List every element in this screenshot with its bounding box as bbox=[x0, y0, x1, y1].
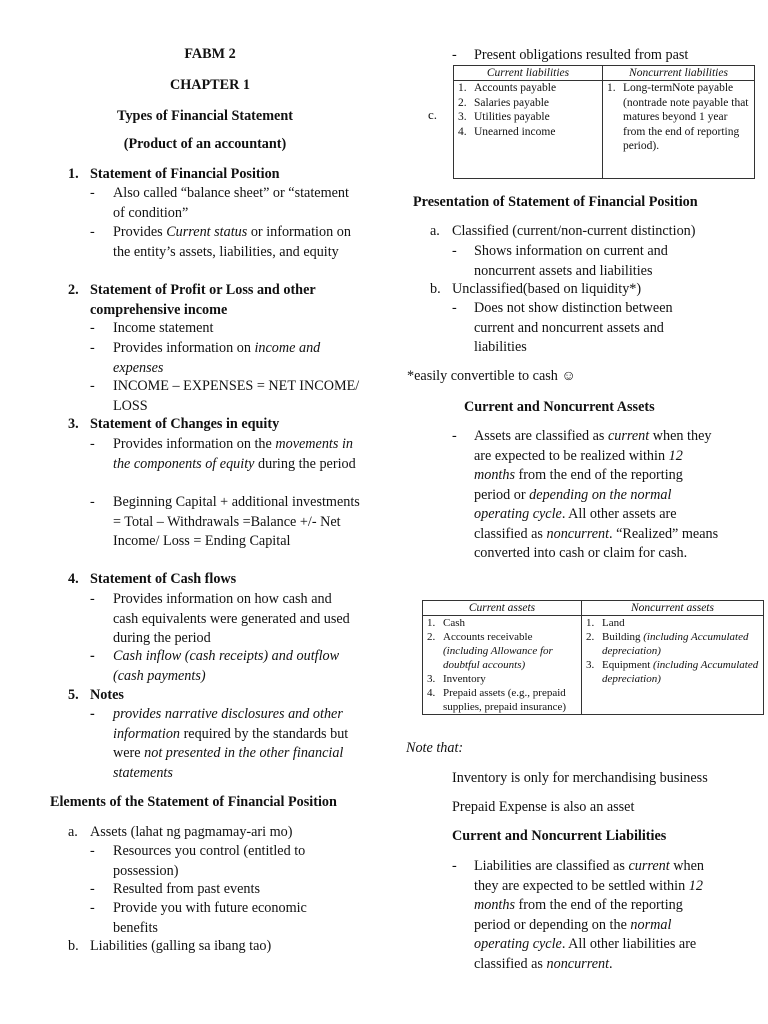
dash: - bbox=[90, 185, 95, 201]
dash: - bbox=[90, 900, 95, 916]
liab-header-noncurrent: Noncurrent liabilities bbox=[603, 66, 755, 81]
prepaid-note: Prepaid Expense is also an asset bbox=[452, 799, 635, 815]
dash: - bbox=[90, 648, 95, 664]
section-1-title: Statement of Financial Position bbox=[90, 166, 280, 182]
section-4-title: Statement of Cash flows bbox=[90, 571, 237, 587]
list-item: 4. Prepaid assets (e.g., prepaid supplies, prepaid insurance) bbox=[427, 687, 567, 713]
dash: - bbox=[452, 300, 457, 316]
list-item: 3. Inventory bbox=[427, 673, 486, 685]
presentation-a-bullet: - Shows information on current and noncurrent assets and liabilities bbox=[452, 243, 668, 279]
presentation-b-letter: b. bbox=[430, 281, 441, 297]
liab-noncurrent-cell bbox=[603, 81, 755, 179]
dash: - bbox=[90, 881, 95, 897]
note-that-label: Note that: bbox=[406, 740, 464, 756]
inventory-note: Inventory is only for merchandising business bbox=[452, 770, 708, 786]
list-item: 1. Long-termNote payable (nontrade note payable that matures beyond 1 year from the end of reporting period). bbox=[607, 82, 749, 152]
elements-title: Elements of the Statement of Financial Position bbox=[50, 794, 337, 810]
dash: - bbox=[452, 47, 457, 63]
element-a-bullet-3: - Provide you with future economic benefits bbox=[90, 900, 307, 936]
dash: - bbox=[90, 224, 95, 240]
section-2-bullet-3: - INCOME – EXPENSES = NET INCOME/ LOSS bbox=[90, 378, 360, 414]
presentation-title: Presentation of Statement of Financial Position bbox=[413, 194, 698, 210]
liabilities-table bbox=[453, 65, 755, 179]
assets-noncurrent-cell bbox=[582, 616, 764, 715]
list-item: 2. Building (including Accumulated depreciation) bbox=[586, 631, 749, 657]
dash: - bbox=[90, 320, 95, 336]
presentation-b-text: Unclassified(based on liquidity*) bbox=[452, 281, 642, 297]
dash: - bbox=[90, 494, 95, 510]
course-title: FABM 2 bbox=[184, 46, 236, 62]
section-3-bullet-1: - Provides information on the movements in the components of equity during the period bbox=[90, 436, 356, 472]
section-4-bullet-1: - Provides information on how cash and cash equivalents were generated and used during the period bbox=[90, 591, 350, 646]
section-4-bullet-2: - Cash inflow (cash receipts) and outflow (cash payments) bbox=[90, 648, 340, 684]
section-1-bullet-2: - Provides Current status or information on the entity’s assets, liabilities, and equity bbox=[90, 224, 351, 260]
dash: - bbox=[452, 428, 457, 444]
presentation-a-letter: a. bbox=[430, 223, 440, 239]
list-item: 4. Unearned income bbox=[458, 125, 556, 138]
section-2-bullet-1: - Income statement bbox=[90, 319, 360, 339]
section-2-bullet-2: - Provides information on income and expenses bbox=[90, 340, 321, 376]
element-a-bullet-1: - Resources you control (entitled to possession) bbox=[90, 843, 306, 879]
assets-table bbox=[422, 600, 764, 715]
dash: - bbox=[452, 858, 457, 874]
list-item: 3. Equipment (including Accumulated depreciation) bbox=[586, 659, 759, 685]
chapter-title: CHAPTER 1 bbox=[169, 77, 250, 93]
section-5-title: Notes bbox=[90, 687, 124, 703]
presentation-b-bullet: - Does not show distinction between current and noncurrent assets and liabilities bbox=[452, 300, 673, 355]
section-3-title: Statement of Changes in equity bbox=[90, 416, 280, 432]
section-2-title: Statement of Profit or Loss and other comprehensive income bbox=[90, 282, 316, 318]
current-noncurrent-assets-title: Current and Noncurrent Assets bbox=[464, 399, 655, 415]
element-a-bullet-2: - Resulted from past events bbox=[90, 880, 360, 900]
presentation-a-text: Classified (current/non-current distinction) bbox=[452, 223, 696, 239]
assets-header-current: Current assets bbox=[423, 601, 582, 616]
assets-current-cell bbox=[423, 616, 582, 715]
dash: - bbox=[90, 436, 95, 452]
element-a-text: Assets (lahat ng pagmamay-ari mo) bbox=[90, 824, 293, 840]
list-item: 1. Land bbox=[586, 617, 625, 629]
liab-header-current: Current liabilities bbox=[454, 66, 603, 81]
section-2-number: 2. bbox=[68, 282, 79, 298]
list-item: 2. Salaries payable bbox=[458, 96, 550, 109]
dash: - bbox=[452, 243, 457, 259]
assets-classification-paragraph: - Assets are classified as current when they are expected to be realized within 12 months from the end of the reporting period or depending on the normal operating cycle. All other assets are classified as noncurrent. “Realized” means converted into cash or claim for cash. bbox=[452, 428, 719, 561]
section-3-number: 3. bbox=[68, 416, 79, 432]
types-title: Types of Financial Statement bbox=[117, 108, 293, 124]
assets-header-noncurrent: Noncurrent assets bbox=[582, 601, 764, 616]
list-item: 3. Utilities payable bbox=[458, 111, 550, 123]
list-item: 1. Cash bbox=[427, 617, 465, 629]
section-5-number: 5. bbox=[68, 687, 79, 703]
section-4-number: 4. bbox=[68, 571, 79, 587]
element-c-letter: c. bbox=[428, 107, 438, 122]
liab-current-cell bbox=[454, 81, 603, 179]
dash: - bbox=[90, 340, 95, 356]
list-item: 1. Accounts payable bbox=[458, 82, 557, 94]
section-1-number: 1. bbox=[68, 166, 79, 182]
element-a-letter: a. bbox=[68, 824, 78, 840]
current-noncurrent-liabilities-title: Current and Noncurrent Liabilities bbox=[452, 828, 667, 844]
section-3-bullet-2: - Beginning Capital + additional investments = Total – Withdrawals =Balance +/- Net Income/ Loss = Ending Capital bbox=[90, 494, 360, 549]
list-item: 2. Accounts receivable (including Allowance for doubtful accounts) bbox=[427, 631, 553, 671]
dash: - bbox=[90, 378, 95, 394]
liabilities-classification-paragraph: - Liabilities are classified as current when they are expected to be settled within 12 months from the end of the reporting period or depending on the normal operating cycle. All other liabilities are classified as noncurrent. bbox=[452, 858, 704, 972]
obligations-bullet: - Present obligations resulted from past bbox=[452, 46, 752, 66]
section-1-bullet-1: - Also called “balance sheet” or “statement of condition” bbox=[90, 185, 349, 221]
section-5-bullet-1: - provides narrative disclosures and other information required by the standards but were not presented in the other financial statements bbox=[90, 706, 349, 781]
easily-convertible-note: *easily convertible to cash ☺ bbox=[407, 368, 576, 384]
dash: - bbox=[90, 706, 95, 722]
dash: - bbox=[90, 591, 95, 607]
element-b-text: Liabilities (galling sa ibang tao) bbox=[90, 938, 272, 954]
dash: - bbox=[90, 843, 95, 859]
element-b-letter: b. bbox=[68, 938, 79, 954]
types-subtitle: (Product of an accountant) bbox=[123, 136, 287, 152]
